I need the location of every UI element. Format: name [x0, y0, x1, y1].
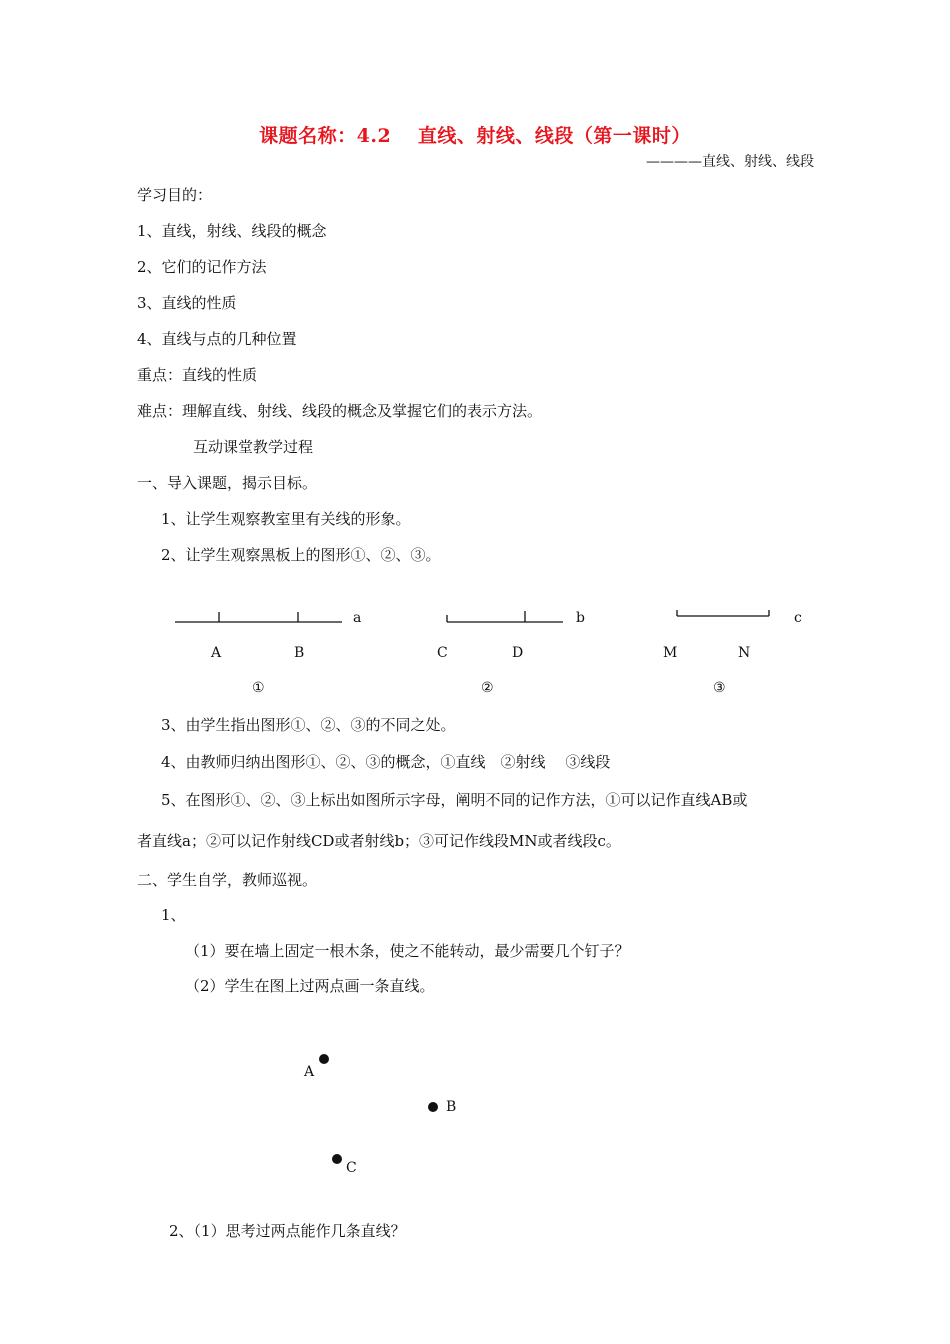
fig2-point-label: D: [512, 645, 524, 661]
section1-step: 1、让学生观察教室里有关线的形象。: [161, 510, 411, 528]
section2-question: （2）学生在图上过两点画一条直线。: [185, 977, 435, 995]
point-b-dot: [428, 1102, 438, 1112]
point-a-dot: [319, 1054, 329, 1064]
objective-item: 1、直线，射线、线段的概念: [137, 222, 327, 240]
section1-step-continued: 者直线a；②可以记作射线CD或者射线b；③可记作线段MN或者线段c。: [137, 832, 621, 850]
section2-item: 1、: [161, 906, 186, 924]
fig2-line-label: b: [576, 610, 585, 626]
fig3-number: ③: [713, 680, 726, 696]
fig2-point-label: C: [437, 645, 448, 661]
fig1-point-label: B: [294, 645, 305, 661]
objectives-heading: 学习目的：: [137, 186, 213, 204]
objective-item: 2、它们的记作方法: [137, 258, 267, 276]
objective-item: 3、直线的性质: [137, 294, 237, 312]
point-b-label: B: [446, 1099, 457, 1115]
section2-item: 2、（1）思考过两点能作几条直线？: [169, 1222, 406, 1240]
section2-question: （1）要在墙上固定一根木条，使之不能转动，最少需要几个钉子？: [185, 942, 630, 960]
section1-step: 5、在图形①、②、③上标出如图所示字母，阐明不同的记作方法，①可以记作直线AB或: [161, 791, 748, 809]
page-subtitle: ————直线、射线、线段: [646, 154, 814, 170]
fig1-line-label: a: [353, 610, 362, 626]
process-title: 互动课堂教学过程: [193, 438, 314, 456]
fig3-line-label: c: [794, 610, 802, 626]
point-a-label: A: [304, 1064, 315, 1080]
fig2-number: ②: [481, 680, 494, 696]
fig3-point-label: N: [738, 645, 751, 661]
difficulty: 难点：理解直线、射线、线段的概念及掌握它们的表示方法。: [137, 402, 543, 420]
key-point: 重点：直线的性质: [137, 366, 258, 384]
section1-step: 4、由教师归纳出图形①、②、③的概念，①直线 ②射线 ③线段: [161, 753, 611, 771]
page-title: 课题名称：4.2 直线、射线、线段（第一课时）: [259, 125, 691, 147]
fig3-point-label: M: [663, 645, 678, 661]
section1-step: 2、让学生观察黑板上的图形①、②、③。: [161, 546, 441, 564]
point-c-dot: [332, 1154, 342, 1164]
objective-item: 4、直线与点的几种位置: [137, 330, 297, 348]
fig1-point-label: A: [211, 645, 222, 661]
section1-heading: 一、导入课题，揭示目标。: [137, 474, 318, 492]
section1-step: 3、由学生指出图形①、②、③的不同之处。: [161, 716, 456, 734]
point-c-label: C: [346, 1160, 357, 1176]
section2-heading: 二、学生自学，教师巡视。: [137, 871, 318, 889]
fig1-number: ①: [252, 680, 265, 696]
